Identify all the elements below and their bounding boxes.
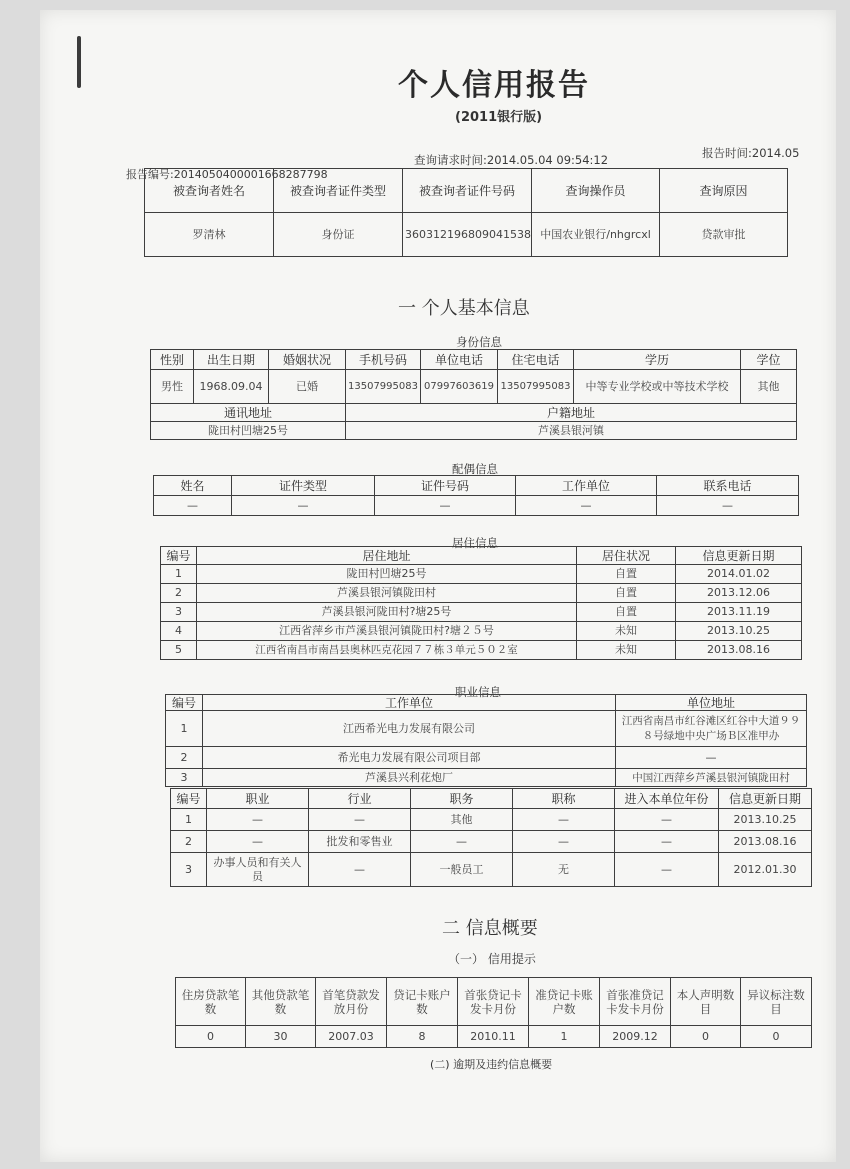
job-detail-no: 1 bbox=[171, 809, 207, 831]
credit-header-statements: 本人声明数目 bbox=[671, 978, 741, 1026]
credit-summary-table bbox=[175, 977, 812, 1048]
identity-header-marital: 婚姻状况 bbox=[269, 350, 346, 370]
identity-header-birth: 出生日期 bbox=[194, 350, 269, 370]
residence-no: 1 bbox=[161, 565, 197, 584]
identity-header-degree: 学位 bbox=[741, 350, 797, 370]
credit-header-other-loans: 其他贷款笔数 bbox=[246, 978, 316, 1026]
job-detail-header-occupation: 职业 bbox=[207, 789, 309, 809]
residence-updated: 2013.11.19 bbox=[676, 603, 802, 622]
residence-row bbox=[161, 565, 802, 584]
spouse-employer: — bbox=[516, 496, 657, 516]
job-header-address: 单位地址 bbox=[616, 695, 807, 711]
identity-marital: 已婚 bbox=[269, 370, 346, 404]
query-value-id-number: 360312196809041538 bbox=[403, 213, 532, 257]
residence-updated: 2014.01.02 bbox=[676, 565, 802, 584]
residence-no: 2 bbox=[161, 584, 197, 603]
job-detail-title: 无 bbox=[513, 853, 615, 887]
credit-statements: 0 bbox=[671, 1026, 741, 1048]
residence-header-updated: 信息更新日期 bbox=[676, 547, 802, 565]
report-number: 报告编号:2014050400001668287798 bbox=[126, 168, 328, 181]
job-detail-occupation: 办事人员和有关人员 bbox=[207, 853, 309, 887]
job-employer: 希光电力发展有限公司项目部 bbox=[203, 747, 616, 769]
report-edition: (2011银行版) bbox=[455, 110, 543, 125]
credit-housing-loans: 0 bbox=[176, 1026, 246, 1048]
job-detail-no: 2 bbox=[171, 831, 207, 853]
binding-mark bbox=[77, 36, 81, 88]
residence-caption: 居住信息 bbox=[452, 536, 498, 550]
residence-no: 3 bbox=[161, 603, 197, 622]
query-value-reason: 贷款审批 bbox=[660, 213, 788, 257]
credit-tips-subtitle: （一） 信用提示 bbox=[448, 952, 536, 966]
identity-degree: 其他 bbox=[741, 370, 797, 404]
job-detail-header-updated: 信息更新日期 bbox=[719, 789, 812, 809]
spouse-name: — bbox=[154, 496, 232, 516]
identity-gender: 男性 bbox=[151, 370, 194, 404]
residence-updated: 2013.08.16 bbox=[676, 641, 802, 660]
identity-education: 中等专业学校或中等技术学校 bbox=[574, 370, 741, 404]
query-value-id-type: 身份证 bbox=[274, 213, 403, 257]
job-address: — bbox=[616, 747, 807, 769]
job-row bbox=[166, 747, 807, 769]
residence-header-address: 居住地址 bbox=[197, 547, 577, 565]
residence-table bbox=[160, 546, 802, 660]
identity-header-gender: 性别 bbox=[151, 350, 194, 370]
residence-updated: 2013.12.06 bbox=[676, 584, 802, 603]
spouse-id-type: — bbox=[232, 496, 375, 516]
job-detail-header-title: 职称 bbox=[513, 789, 615, 809]
residence-row bbox=[161, 603, 802, 622]
job-detail-position: 其他 bbox=[411, 809, 513, 831]
query-header-id-number: 被查询者证件号码 bbox=[403, 169, 532, 213]
job-row bbox=[166, 769, 807, 787]
mailing-address-label: 通讯地址 bbox=[151, 404, 346, 422]
residence-status: 自置 bbox=[577, 565, 676, 584]
credit-header-first-semi-card-month: 首张准贷记卡发卡月份 bbox=[600, 978, 671, 1026]
overdue-summary-subtitle: (二) 逾期及违约信息概要 bbox=[430, 1058, 553, 1071]
spouse-header-phone: 联系电话 bbox=[657, 476, 799, 496]
query-table bbox=[144, 168, 788, 257]
residence-status: 未知 bbox=[577, 641, 676, 660]
job-address: 中国江西萍乡芦溪县银河镇陇田村 bbox=[616, 769, 807, 787]
residence-updated: 2013.10.25 bbox=[676, 622, 802, 641]
residence-address: 陇田村凹塘25号 bbox=[197, 565, 577, 584]
query-header-id-type: 被查询者证件类型 bbox=[274, 169, 403, 213]
residence-header-status: 居住状况 bbox=[577, 547, 676, 565]
credit-header-objections: 异议标注数目 bbox=[741, 978, 812, 1026]
job-address: 江西省南昌市红谷滩区红谷中大道９９８号绿地中央广场Ｂ区准甲办 bbox=[616, 711, 807, 747]
job-row bbox=[166, 711, 807, 747]
job-employer: 江西希光电力发展有限公司 bbox=[203, 711, 616, 747]
credit-first-card-month: 2010.11 bbox=[458, 1026, 529, 1048]
identity-home-phone: 13507995083 bbox=[498, 370, 574, 404]
identity-caption: 身份信息 bbox=[456, 335, 502, 349]
residence-no: 4 bbox=[161, 622, 197, 641]
job-header-no: 编号 bbox=[166, 695, 203, 711]
job-detail-header-no: 编号 bbox=[171, 789, 207, 809]
credit-other-loans: 30 bbox=[246, 1026, 316, 1048]
query-header-name: 被查询者姓名 bbox=[145, 169, 274, 213]
job-detail-row bbox=[171, 831, 812, 853]
job-detail-updated: 2013.10.25 bbox=[719, 809, 812, 831]
job-no: 3 bbox=[166, 769, 203, 787]
job-caption: 职业信息 bbox=[455, 685, 501, 699]
query-header-reason: 查询原因 bbox=[660, 169, 788, 213]
job-detail-header-industry: 行业 bbox=[309, 789, 411, 809]
spouse-header-name: 姓名 bbox=[154, 476, 232, 496]
section-summary-title: 二 信息概要 bbox=[442, 918, 538, 939]
residence-address: 江西省萍乡市芦溪县银河镇陇田村?塘２５号 bbox=[197, 622, 577, 641]
job-detail-title: — bbox=[513, 809, 615, 831]
residence-no: 5 bbox=[161, 641, 197, 660]
job-detail-industry: — bbox=[309, 809, 411, 831]
job-detail-header-position: 职务 bbox=[411, 789, 513, 809]
spouse-header-id-type: 证件类型 bbox=[232, 476, 375, 496]
job-detail-entry-year: — bbox=[615, 853, 719, 887]
job-detail-industry: — bbox=[309, 853, 411, 887]
job-detail-position: 一般员工 bbox=[411, 853, 513, 887]
credit-header-housing-loans: 住房贷款笔数 bbox=[176, 978, 246, 1026]
residence-status: 自置 bbox=[577, 603, 676, 622]
credit-header-semi-credit-cards: 准贷记卡账户数 bbox=[529, 978, 600, 1026]
report-title: 个人信用报告 bbox=[398, 68, 590, 103]
job-detail-row bbox=[171, 853, 812, 887]
job-detail-row bbox=[171, 809, 812, 831]
identity-work-phone: 07997603619 bbox=[421, 370, 498, 404]
job-detail-no: 3 bbox=[171, 853, 207, 887]
job-employer: 芦溪县兴利花炮厂 bbox=[203, 769, 616, 787]
spouse-header-id-number: 证件号码 bbox=[375, 476, 516, 496]
query-value-name: 罗清林 bbox=[145, 213, 274, 257]
credit-header-first-card-month: 首张贷记卡发卡月份 bbox=[458, 978, 529, 1026]
residence-status: 自置 bbox=[577, 584, 676, 603]
job-detail-title: — bbox=[513, 831, 615, 853]
residence-header-no: 编号 bbox=[161, 547, 197, 565]
job-header-employer: 工作单位 bbox=[203, 695, 616, 711]
residence-status: 未知 bbox=[577, 622, 676, 641]
identity-header-work-phone: 单位电话 bbox=[421, 350, 498, 370]
identity-mobile: 13507995083 bbox=[346, 370, 421, 404]
residence-address: 芦溪县银河镇陇田村 bbox=[197, 584, 577, 603]
job-detail-occupation: — bbox=[207, 831, 309, 853]
residence-address: 江西省南昌市南昌县奥林匹克花园７７栋３单元５０２室 bbox=[197, 641, 577, 660]
identity-header-education: 学历 bbox=[574, 350, 741, 370]
spouse-caption: 配偶信息 bbox=[452, 462, 498, 476]
job-detail-header-entry-year: 进入本单位年份 bbox=[615, 789, 719, 809]
spouse-id-number: — bbox=[375, 496, 516, 516]
job-no: 2 bbox=[166, 747, 203, 769]
job-detail-industry: 批发和零售业 bbox=[309, 831, 411, 853]
job-detail-entry-year: — bbox=[615, 809, 719, 831]
job-detail-occupation: — bbox=[207, 809, 309, 831]
residence-address: 芦溪县银河陇田村?塘25号 bbox=[197, 603, 577, 622]
query-header-operator: 查询操作员 bbox=[532, 169, 660, 213]
identity-birth: 1968.09.04 bbox=[194, 370, 269, 404]
query-request-time: 查询请求时间:2014.05.04 09:54:12 bbox=[414, 153, 609, 167]
credit-credit-cards: 8 bbox=[387, 1026, 458, 1048]
job-detail-updated: 2013.08.16 bbox=[719, 831, 812, 853]
credit-semi-credit-cards: 1 bbox=[529, 1026, 600, 1048]
registered-address-value: 芦溪县银河镇 bbox=[346, 422, 797, 440]
report-time: 报告时间:2014.05 bbox=[702, 146, 800, 160]
spouse-table bbox=[153, 475, 799, 516]
residence-row bbox=[161, 622, 802, 641]
residence-row bbox=[161, 641, 802, 660]
credit-header-credit-cards: 贷记卡账户数 bbox=[387, 978, 458, 1026]
identity-header-home-phone: 住宅电话 bbox=[498, 350, 574, 370]
spouse-header-employer: 工作单位 bbox=[516, 476, 657, 496]
spouse-phone: — bbox=[657, 496, 799, 516]
registered-address-label: 户籍地址 bbox=[346, 404, 797, 422]
query-value-operator: 中国农业银行/nhgrcxl bbox=[532, 213, 660, 257]
job-employer-table bbox=[165, 694, 807, 787]
job-detail-position: — bbox=[411, 831, 513, 853]
job-no: 1 bbox=[166, 711, 203, 747]
credit-first-loan-month: 2007.03 bbox=[316, 1026, 387, 1048]
identity-table bbox=[150, 349, 797, 440]
residence-row bbox=[161, 584, 802, 603]
credit-objections: 0 bbox=[741, 1026, 812, 1048]
section-basic-info-title: 一 个人基本信息 bbox=[398, 298, 530, 319]
job-detail-updated: 2012.01.30 bbox=[719, 853, 812, 887]
credit-first-semi-card-month: 2009.12 bbox=[600, 1026, 671, 1048]
mailing-address-value: 陇田村凹塘25号 bbox=[151, 422, 346, 440]
credit-header-first-loan-month: 首笔贷款发放月份 bbox=[316, 978, 387, 1026]
job-detail-table bbox=[170, 788, 812, 887]
identity-header-mobile: 手机号码 bbox=[346, 350, 421, 370]
job-detail-entry-year: — bbox=[615, 831, 719, 853]
